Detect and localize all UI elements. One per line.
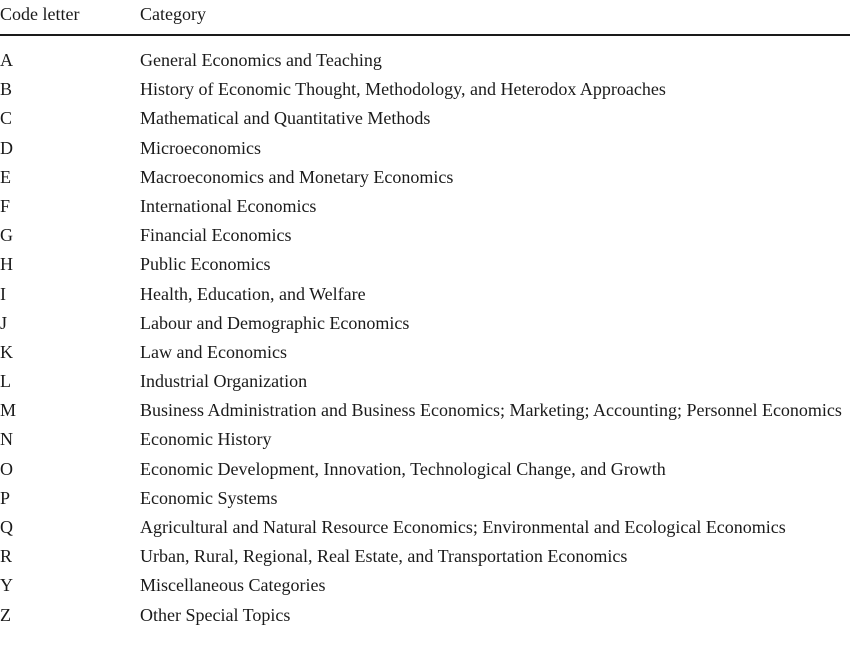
code-cell: E xyxy=(0,166,11,187)
header-code-letter: Code letter xyxy=(0,4,80,24)
code-cell: D xyxy=(0,137,13,158)
category-cell: Other Special Topics xyxy=(140,604,291,625)
code-cell: L xyxy=(0,371,11,392)
table-row xyxy=(0,166,850,189)
table-row xyxy=(0,78,850,101)
code-cell: K xyxy=(0,341,13,362)
header-category: Category xyxy=(140,4,206,24)
table-row xyxy=(0,107,850,130)
code-cell: G xyxy=(0,225,13,246)
code-cell: A xyxy=(0,50,13,70)
table-row xyxy=(0,545,850,568)
code-cell: Z xyxy=(0,604,11,625)
category-cell: Health, Education, and Welfare xyxy=(140,283,366,304)
category-cell: Public Economics xyxy=(140,254,271,275)
category-cell: Urban, Rural, Regional, Real Estate, and Transportation Economics xyxy=(140,546,628,567)
table-row xyxy=(0,283,850,306)
code-cell: P xyxy=(0,487,11,508)
table-row xyxy=(0,487,850,510)
category-cell: Financial Economics xyxy=(140,225,292,246)
category-cell: Industrial Organization xyxy=(140,371,308,392)
category-cell: Mathematical and Quantitative Methods xyxy=(140,108,431,129)
code-cell: M xyxy=(0,400,17,421)
code-cell: H xyxy=(0,254,13,275)
code-cell: J xyxy=(0,312,8,333)
table-row xyxy=(0,516,850,539)
category-cell: Microeconomics xyxy=(140,137,261,158)
table-row xyxy=(0,370,850,393)
table-row xyxy=(0,49,850,72)
table-row xyxy=(0,604,850,627)
category-cell: Macroeconomics and Monetary Economics xyxy=(140,166,454,187)
category-cell: Business Administration and Business Economics; Marketing; Accounting; Personnel Economics xyxy=(140,400,842,421)
category-cell: General Economics and Teaching xyxy=(140,50,382,70)
code-cell: Y xyxy=(0,575,13,596)
category-cell: Economic History xyxy=(140,429,272,450)
table-row xyxy=(0,574,850,597)
category-cell: History of Economic Thought, Methodology, and Heterodox Approaches xyxy=(140,79,666,100)
table-row xyxy=(0,137,850,160)
table-row xyxy=(0,195,850,218)
category-cell: Miscellaneous Categories xyxy=(140,575,326,596)
category-cell: Economic Development, Innovation, Technological Change, and Growth xyxy=(140,458,666,479)
code-cell: I xyxy=(0,283,6,304)
category-cell: Agricultural and Natural Resource Economics; Environmental and Ecological Economics xyxy=(140,517,786,537)
table-row xyxy=(0,312,850,335)
table-row xyxy=(0,341,850,364)
category-cell: Labour and Demographic Economics xyxy=(140,312,410,333)
table-row xyxy=(0,458,850,481)
code-cell: C xyxy=(0,108,13,129)
code-cell: N xyxy=(0,429,13,450)
category-cell: International Economics xyxy=(140,195,317,216)
table-row xyxy=(0,428,850,451)
code-cell: O xyxy=(0,458,13,479)
category-cell: Economic Systems xyxy=(140,487,278,508)
code-cell: R xyxy=(0,546,13,567)
code-cell: Q xyxy=(0,517,13,537)
category-cell: Law and Economics xyxy=(140,341,287,362)
table-body xyxy=(0,49,850,633)
table-header-row xyxy=(0,0,850,30)
table-row xyxy=(0,253,850,276)
code-cell: B xyxy=(0,79,13,100)
header-divider xyxy=(0,34,850,36)
code-cell: F xyxy=(0,195,11,216)
table-row xyxy=(0,399,850,422)
table-row xyxy=(0,224,850,247)
